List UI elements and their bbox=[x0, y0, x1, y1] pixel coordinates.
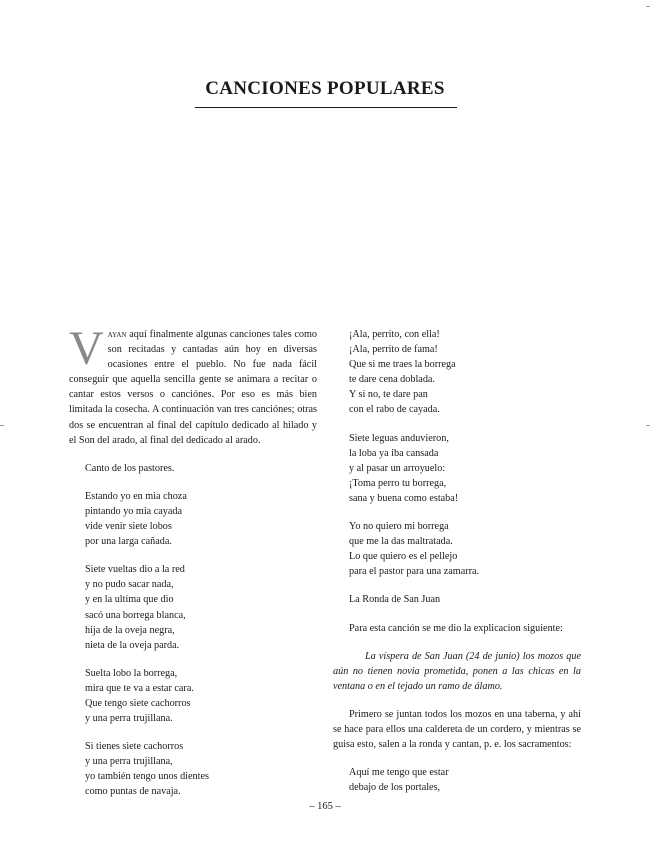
verse-line: que me la das maltratada. bbox=[349, 536, 453, 548]
verse-line: Aquí me tengo que estar bbox=[349, 767, 449, 779]
verse-line: mira que te va a estar cara. bbox=[85, 682, 194, 694]
verse-line: yo también tengo unos dientes bbox=[85, 771, 209, 783]
verse-line: sacó una borrega blanca, bbox=[85, 609, 186, 621]
section-heading-canto: Canto de los pastores. bbox=[85, 462, 175, 474]
verse-line: vide venir siete lobos bbox=[85, 521, 172, 533]
crop-mark bbox=[646, 425, 650, 426]
verse-line: con el rabo de cayada. bbox=[349, 404, 440, 416]
verse-line: hija de la oveja negra, bbox=[85, 624, 175, 636]
stanza-4 bbox=[69, 739, 317, 799]
verse-line: ¡Toma perro tu borrega, bbox=[349, 477, 447, 489]
verse-line: Lo que quiero es el pellejo bbox=[349, 551, 458, 563]
crop-mark bbox=[0, 425, 4, 426]
italic-note: La víspera de San Juan (24 de junio) los mozos que aún no tienen novia prometida, ponen a las chicas en la ventana o en el tejado un ramo de álamo. bbox=[333, 650, 581, 692]
verse-line: y no pudo sacar nada, bbox=[85, 579, 174, 591]
drop-cap: V bbox=[69, 322, 104, 375]
stanza-5 bbox=[333, 327, 581, 418]
verse-line: para el pastor para una zamarra. bbox=[349, 566, 480, 578]
verse-line: sana y buena como estaba! bbox=[349, 492, 459, 504]
verse-line: Si tienes siete cachorros bbox=[85, 741, 184, 753]
page-number: – 165 – bbox=[309, 801, 341, 812]
verse-line: Siete vueltas dio a la red bbox=[85, 564, 185, 576]
verse-line: Y si no, te dare pan bbox=[349, 389, 428, 401]
verse-line: Que si me traes la borrega bbox=[349, 359, 456, 371]
stanza-3 bbox=[69, 666, 317, 726]
page-title: CANCIONES POPULARES bbox=[205, 78, 445, 99]
explanation-intro: Para esta canción se me dio la explicacion siguiente: bbox=[349, 622, 563, 634]
verse-line: Estando yo en mia choza bbox=[85, 490, 187, 502]
verse-line: y una perra trujillana, bbox=[85, 756, 173, 768]
verse-line: debajo de los portales, bbox=[349, 782, 441, 794]
crop-mark bbox=[646, 6, 650, 7]
verse-line: y al pasar un arroyuelo: bbox=[349, 462, 446, 474]
verse-line: por una larga cañada. bbox=[85, 536, 172, 548]
verse-line: Que tengo siete cachorros bbox=[85, 697, 191, 709]
intro-text: aquí finalmente algunas canciones tales como son recitadas y cantadas aún hoy en diversas ocasiones entre el pueblo. No fue nada fácil conseguir que aquella sencilla gente se animara a recitar o cantar estos versos o canciónes. Por eso es más bien limitada la cosecha. A continuación van tres canciónes; otras dos se encuentran al final del capítulo dedicado al hilado y el Son del arado, al final del dedicado al arado. bbox=[69, 329, 317, 446]
right-column bbox=[333, 327, 581, 795]
verse-line: pintando yo mia cayada bbox=[85, 505, 183, 517]
verse-line: ¡Ala, perrito, con ella! bbox=[349, 329, 440, 340]
title-underline bbox=[195, 107, 457, 108]
intro-paragraph bbox=[69, 322, 317, 448]
stanza-2 bbox=[69, 562, 317, 653]
verse-line: te dare cena doblada. bbox=[349, 374, 435, 386]
stanza-1 bbox=[69, 489, 317, 549]
stanza-8 bbox=[333, 765, 581, 795]
section-heading-ronda: La Ronda de San Juan bbox=[349, 594, 441, 606]
verse-line: la loba ya iba cansada bbox=[349, 447, 439, 459]
intro-lead-word: ayan bbox=[107, 329, 127, 340]
ronda-paragraph: Primero se juntan todos los mozos en una taberna, y ahi se hace para ellos una caldereta de un cordero, y mientras se guisa esto, salen a la ronda y cantan, p. e. los sacramentos: bbox=[333, 708, 581, 751]
verse-line: ¡Ala, perrito de fama! bbox=[349, 344, 438, 356]
verse-line: y una perra trujillana. bbox=[85, 713, 173, 725]
verse-line: y en la ultima que dio bbox=[85, 594, 174, 606]
stanza-7 bbox=[333, 519, 581, 579]
verse-line: Yo no quiero mi borrega bbox=[349, 521, 449, 533]
stanza-6 bbox=[333, 431, 581, 506]
verse-line: Siete leguas anduvieron, bbox=[349, 432, 449, 444]
verse-line: como puntas de navaja. bbox=[85, 786, 181, 798]
verse-line: Suelta lobo la borrega, bbox=[85, 667, 178, 679]
left-column bbox=[69, 322, 317, 800]
verse-line: nieta de la oveja parda. bbox=[85, 639, 180, 651]
